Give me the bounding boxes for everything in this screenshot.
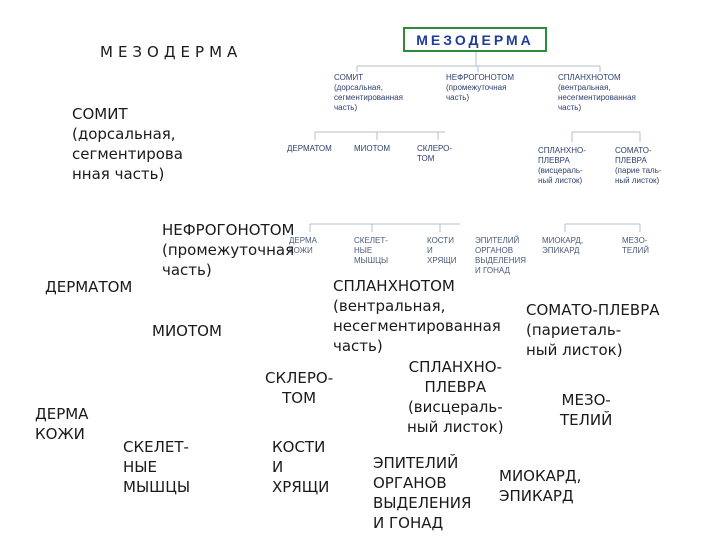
nephrogonotom-label: НЕФРОГОНОТОМ (промежуточная часть): [162, 221, 295, 279]
somit-label: СОМИТ (дорсальная, сегментирова нная часть): [72, 105, 183, 183]
dermatom-label: ДЕРМАТОМ: [45, 278, 133, 296]
small-somatopleura-label: СОМАТО- ПЛЕВРА (парие таль- ный листок): [615, 146, 662, 185]
derma-label: ДЕРМА КОЖИ: [35, 405, 89, 443]
sklerotom-label: СКЛЕРО- ТОМ: [265, 369, 334, 407]
mesoderm-logo: [403, 27, 547, 52]
small-nephrogonotom-label: НЕФРОГОНОТОМ (промежуточная часть): [446, 73, 515, 102]
small-splanchnotom-label: СПЛАНХНОТОМ (вентральная, несегментированная часть): [558, 73, 636, 112]
splanchnopleura-label: СПЛАНХНО- ПЛЕВРА (висцераль- ный листок): [407, 358, 504, 436]
small-miotom-label: МИОТОМ: [354, 144, 391, 153]
small-skeletal-muscles-label: СКЕЛЕТ- НЫЕ МЫШЦЫ: [354, 236, 389, 265]
small-dermatom-label: ДЕРМАТОМ: [287, 144, 332, 153]
small-bones-label: КОСТИ И ХРЯЩИ: [427, 236, 457, 265]
main-title: МЕЗОДЕРМА: [100, 43, 243, 61]
miotom-label: МИОТОМ: [152, 322, 222, 340]
epithelium-label: ЭПИТЕЛИЙ ОРГАНОВ ВЫДЕЛЕНИЯ И ГОНАД: [373, 454, 472, 532]
somatopleura-label: СОМАТО-ПЛЕВРА (париеталь- ный листок): [526, 301, 660, 359]
small-mesothelium-label: МЕЗО- ТЕЛИЙ: [622, 236, 649, 255]
splanchnotom-label: СПЛАНХНОТОМ (вентральная, несегментированная часть): [333, 277, 501, 355]
mesothelium-label: МЕЗО- ТЕЛИЙ: [560, 391, 613, 429]
bones-label: КОСТИ И ХРЯЩИ: [272, 438, 330, 496]
small-sklerotom-label: СКЛЕРО- ТОМ: [417, 144, 453, 163]
skeletal-muscles-label: СКЕЛЕТ- НЫЕ МЫШЦЫ: [123, 438, 191, 496]
small-splanchnopleura-label: СПЛАНХНО- ПЛЕВРА (висцераль- ный листок): [538, 146, 586, 185]
small-myocard-label: МИОКАРД, ЭПИКАРД: [542, 236, 584, 255]
small-derma-label: ДЕРМА КОЖИ: [289, 236, 317, 255]
small-somit-label: СОМИТ (дорсальная, сегментированная часть): [334, 73, 403, 112]
myocard-label: МИОКАРД, ЭПИКАРД: [499, 467, 582, 505]
small-epithelium-label: ЭПИТЕЛИЙ ОРГАНОВ ВЫДЕЛЕНИЯ И ГОНАД: [475, 236, 527, 275]
mesoderm-logo-text: МЕЗОДЕРМА: [416, 31, 534, 48]
